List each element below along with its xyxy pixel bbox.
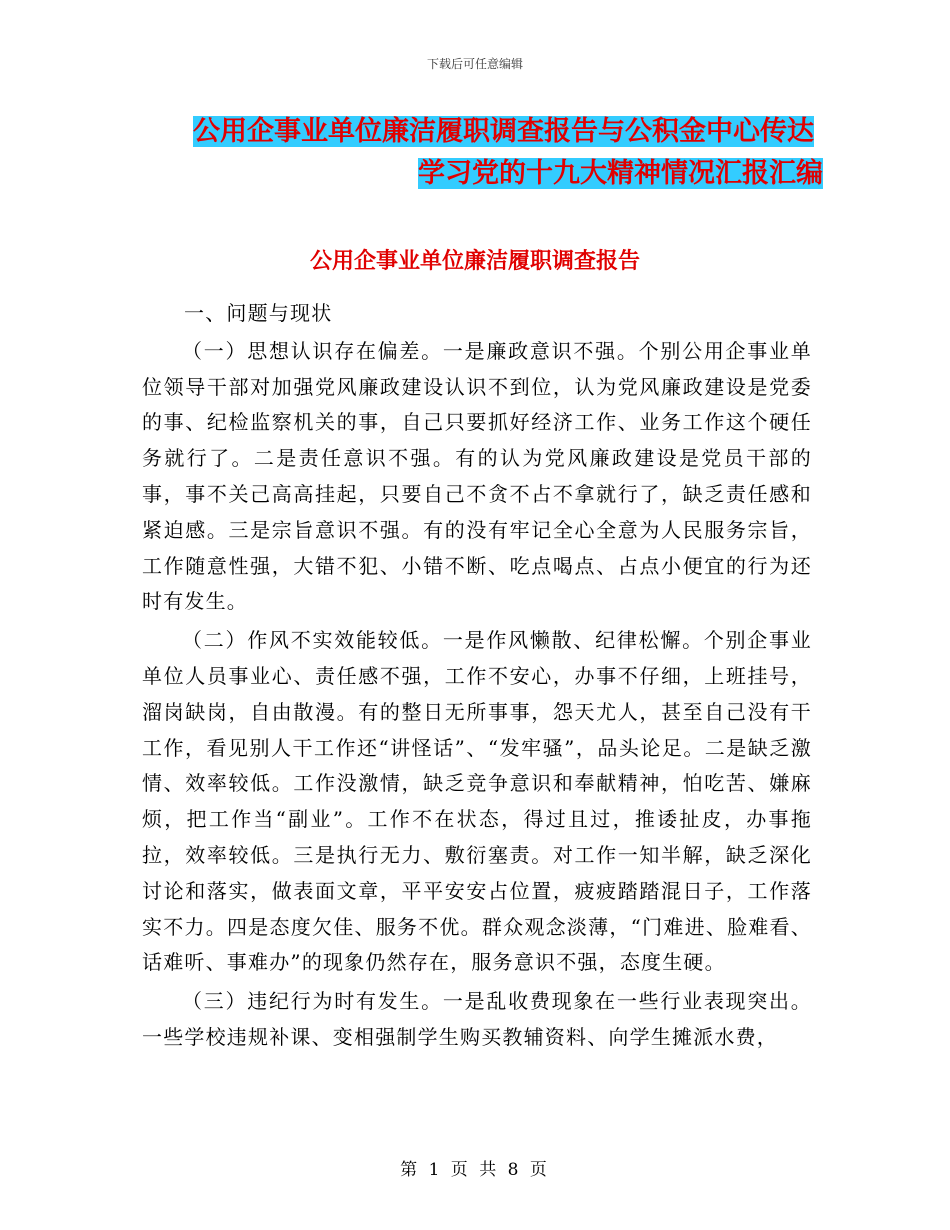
document-title-line-2-text: 学习党的十九大精神情况汇报汇编 — [418, 158, 823, 189]
page-header-note: 下载后可任意编辑 — [426, 57, 523, 71]
document-title-line-1-text: 公用企事业单位廉洁履职调查报告与公积金中心传达 — [193, 116, 814, 147]
document-body — [142, 296, 812, 1056]
page-number-footer: 第 1 页 共 8 页 — [400, 1160, 550, 1180]
paragraph-3: （三）违纪行为时有发生。一是乱收费现象在一些行业表现突出。一些学校违规补课、变相强制学生购买教辅资料、向学生摊派水费， — [142, 989, 812, 1049]
section-heading: 一、问题与现状 — [184, 301, 333, 325]
section-title: 公用企事业单位廉洁履职调查报告 — [309, 249, 640, 274]
paragraph-1: （一）思想认识存在偏差。一是廉政意识不强。个别公用企事业单位领导干部对加强党风廉政建设认识不到位，认为党风廉政建设是党委的事、纪检监察机关的事，自己只要抓好经济工作、业务工作这个硬任务就行了。二是责任意识不强。有的认为党风廉政建设是党员干部的事，事不关己高高挂起，只要自己不贪不占不拿就行了，缺乏责任感和紧迫感。三是宗旨意识不强。有的没有牢记全心全意为人民服务宗旨，工作随意性强，大错不犯、小错不断、吃点喝点、占点小便宜的行为还时有发生。 — [142, 338, 812, 614]
document-title-line-2 — [418, 152, 950, 196]
document-title-line-1 — [193, 110, 853, 154]
paragraph-2: （二）作风不实效能较低。一是作风懒散、纪律松懈。个别企事业单位人员事业心、责任感不强，工作不安心，办事不仔细，上班挂号，溜岗缺岗，自由散漫。有的整日无所事事，怨天尤人，甚至自己没有干工作，看见别人干工作还“讲怪话”、“发牢骚”，品头论足。二是缺乏激情、效率较低。工作没激情，缺乏竞争意识和奉献精神，怕吃苦、嫌麻烦，把工作当“副业”。工作不在状态，得过且过，推诿扯皮，办事拖拉，效率较低。三是执行无力、敷衍塞责。对工作一知半解，缺乏深化讨论和落实，做表面文章，平平安安占位置，疲疲踏踏混日子，工作落实不力。四是态度欠佳、服务不优。群众观念淡薄，“门难进、脸难看、话难听、事难办”的现象仍然存在，服务意识不强，态度生硬。 — [142, 628, 812, 975]
